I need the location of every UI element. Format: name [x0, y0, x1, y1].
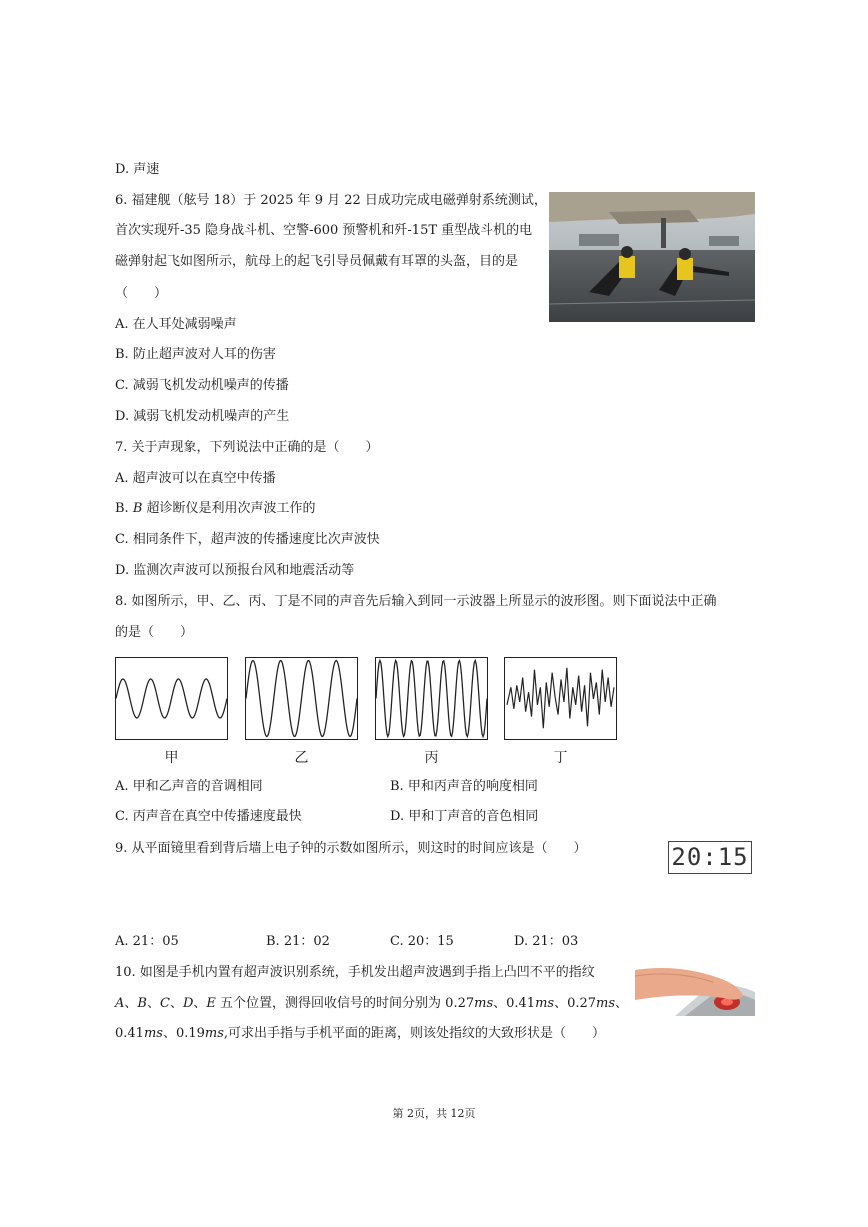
q10-stem-line-1: 10. 如图是手机内置有超声波识别系统，手机发出超声波遇到手指上凸凹不平的指纹 — [115, 965, 595, 980]
position-d: D — [182, 996, 194, 1011]
waveform-label-ding: 丁 — [553, 750, 568, 766]
waveform-bing — [375, 657, 488, 740]
q8-stem-line-2: 的是（ ） — [115, 625, 194, 640]
position-a: A — [115, 996, 125, 1011]
aircraft-carrier-photo — [549, 192, 755, 322]
q6-option-c: C. 减弱飞机发动机噪声的传播 — [115, 378, 289, 393]
q9-stem: 9. 从平面镜里看到背后墙上电子钟的示数如图所示，则这时的时间应该是（ ） — [115, 841, 587, 856]
q7-option-b — [115, 500, 316, 518]
q8-option-b: B. 甲和丙声音的响度相同 — [390, 779, 538, 794]
q7-option-b-rest: 超诊断仪是利用次声波工作的 — [142, 501, 316, 516]
waveform-label-jia: 甲 — [164, 750, 179, 766]
text: ,可求出手指与手机平面的距离，则该处指纹的大致形状是（ ） — [223, 1026, 606, 1041]
q9-option-d: D. 21：03 — [514, 934, 579, 949]
q10-stem-line-3 — [115, 1025, 605, 1043]
text: 、0.27 — [554, 996, 597, 1011]
q6-stem-line-3: 磁弹射起飞如图所示，航母上的起飞引导员佩戴有耳罩的头盔，目的是 — [115, 254, 519, 269]
text: 0.41 — [115, 1026, 144, 1041]
q9-option-a: A. 21：05 — [115, 934, 179, 949]
q9-option-c: C. 20：15 — [390, 934, 454, 949]
text: 、0.19 — [162, 1026, 205, 1041]
q6-stem-line-4: （ ） — [115, 286, 168, 301]
q8-option-a: A. 甲和乙声音的音调相同 — [115, 779, 263, 794]
sep: 、 — [193, 996, 207, 1011]
q10-stem-line-2 — [115, 995, 628, 1013]
q7-option-b-italic: B — [132, 501, 143, 516]
position-c: C — [159, 996, 170, 1011]
fingerprint-sensor-photo — [635, 962, 755, 1016]
waveform-label-yi: 乙 — [294, 750, 309, 766]
q8-stem-line-1: 8. 如图所示，甲、乙、丙、丁是不同的声音先后输入到同一示波器上所显示的波形图。则下面说法中正确 — [115, 594, 717, 609]
q7-option-d: D. 监测次声波可以预报台风和地震活动等 — [115, 563, 355, 578]
q9-option-b: B. 21：02 — [266, 934, 330, 949]
q6-option-b: B. 防止超声波对人耳的伤害 — [115, 347, 276, 362]
page-footer: 第 2页，共 12页 — [392, 1107, 476, 1120]
q7-stem: 7. 关于声现象，下列说法中正确的是（ ） — [115, 440, 379, 455]
prev-option-d: D. 声速 — [115, 162, 160, 177]
waveform-ding — [504, 657, 617, 740]
q7-option-c: C. 相同条件下，超声波的传播速度比次声波快 — [115, 532, 380, 547]
sep: 、 — [169, 996, 183, 1011]
waveform-label-bing: 丙 — [424, 750, 439, 766]
text: 、 — [615, 996, 629, 1011]
q6-option-a: A. 在人耳处减弱噪声 — [115, 317, 237, 332]
q6-stem-line-1: 6. 福建舰（舷号 18）于 2025 年 9 月 22 日成功完成电磁弹射系统测试， — [115, 193, 547, 208]
q8-option-d: D. 甲和丁声音的音色相同 — [390, 809, 539, 824]
unit-ms: ms — [535, 996, 555, 1011]
waveform-yi — [245, 657, 358, 740]
waveform-jia — [115, 657, 228, 740]
clock-digits: 20:15 — [671, 843, 749, 871]
text: 五个位置，测得回收信号的时间分别为 0.27 — [215, 996, 475, 1011]
unit-ms: ms — [596, 996, 616, 1011]
q6-option-d: D. 减弱飞机发动机噪声的产生 — [115, 409, 290, 424]
q6-stem-line-2: 首次实现歼-35 隐身战斗机、空警-600 预警机和歼-15T 重型战斗机的电 — [115, 223, 533, 238]
position-e: E — [206, 996, 216, 1011]
position-b: B — [137, 996, 147, 1011]
q7-option-b-prefix: B. — [115, 501, 133, 516]
sep: 、 — [146, 996, 160, 1011]
unit-ms: ms — [143, 1026, 163, 1041]
text: 、0.41 — [493, 996, 536, 1011]
q7-option-a: A. 超声波可以在真空中传播 — [115, 471, 276, 486]
mirror-clock-display — [668, 841, 752, 874]
unit-ms: ms — [204, 1026, 224, 1041]
unit-ms: ms — [474, 996, 494, 1011]
sep: 、 — [124, 996, 138, 1011]
q8-option-c: C. 丙声音在真空中传播速度最快 — [115, 809, 302, 824]
